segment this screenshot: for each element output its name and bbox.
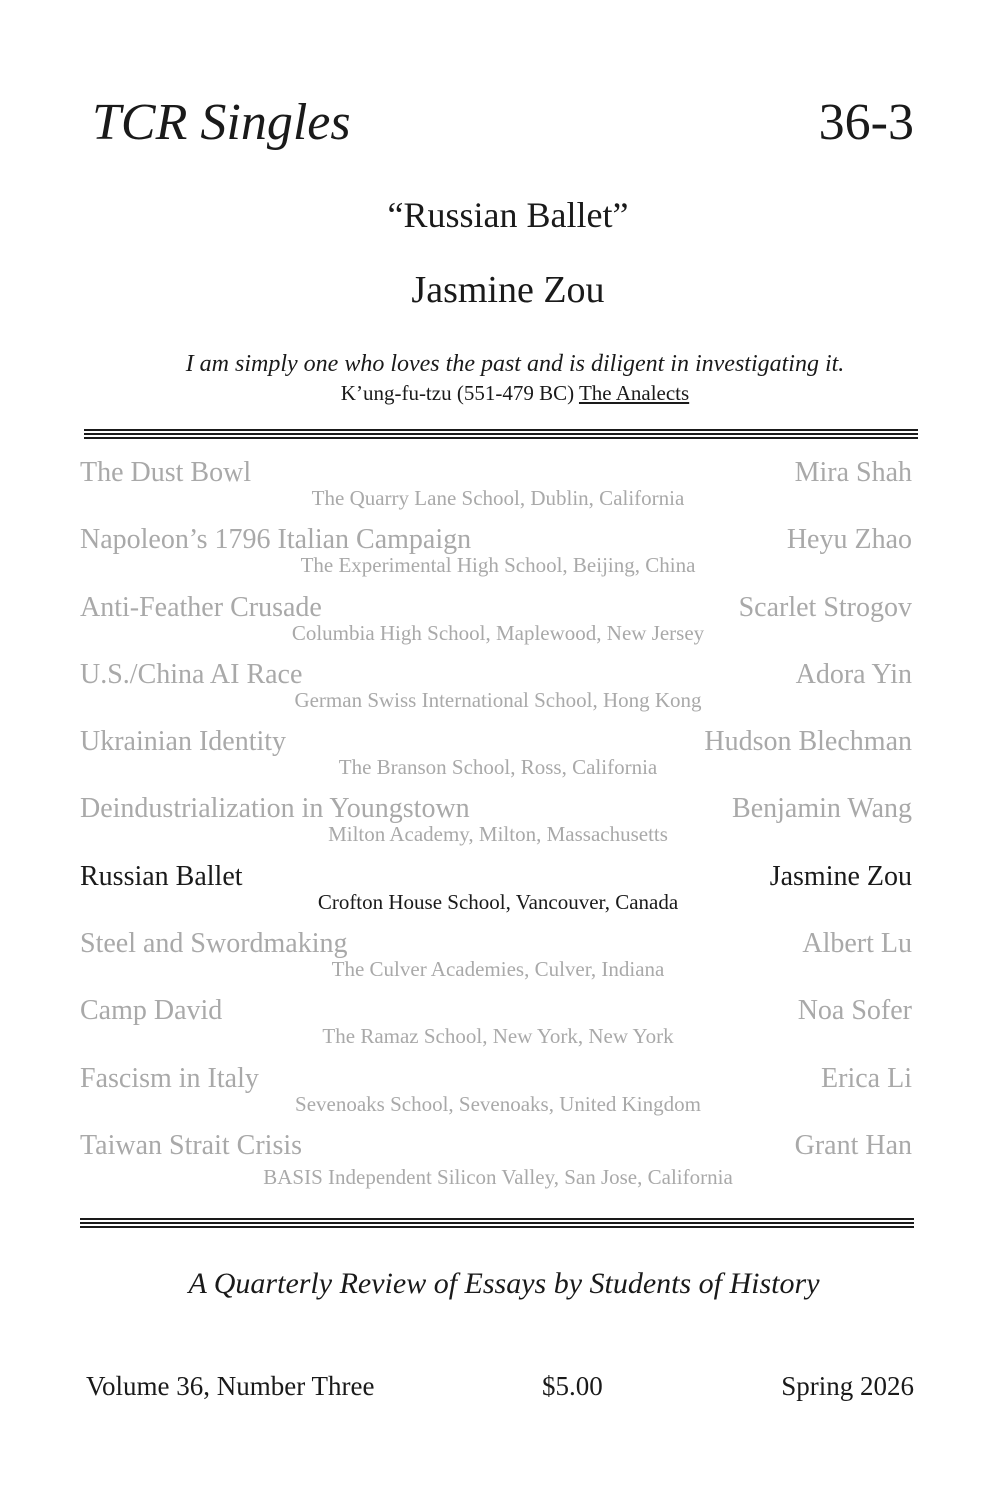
contents-entry-current <box>80 859 912 926</box>
series-title: TCR Singles <box>92 94 351 151</box>
entry-author: Scarlet Strogov <box>738 591 912 623</box>
epigraph-quote: I am simply one who loves the past and is diligent in investigating it. <box>185 351 845 377</box>
contents-entry <box>80 590 912 657</box>
entry-school: BASIS Independent Silicon Valley, San Jose, California <box>263 1164 733 1189</box>
entry-author: Benjamin Wang <box>732 793 912 825</box>
epigraph-book: The Analects <box>578 381 690 405</box>
epigraph <box>0 349 1000 407</box>
contents-entry <box>80 993 912 1060</box>
contents-entry <box>80 791 912 858</box>
bottom-divider <box>80 1218 914 1228</box>
entry-author: Jasmine Zou <box>769 860 912 892</box>
entry-school: Columbia High School, Maplewood, New Jersey <box>291 620 705 645</box>
entry-school: Crofton House School, Vancouver, Canada <box>317 889 679 914</box>
cover-footer <box>86 1368 914 1404</box>
entry-title: Ukrainian Identity <box>80 726 287 758</box>
entry-author: Heyu Zhao <box>786 524 912 556</box>
top-divider <box>84 429 918 439</box>
issue-number: 36-3 <box>818 94 914 151</box>
journal-subtitle: A Quarterly Review of Essays by Students of History <box>188 1267 820 1300</box>
entry-school: Milton Academy, Milton, Massachusetts <box>328 822 668 847</box>
entry-author: Noa Sofer <box>797 995 912 1027</box>
contents-entry <box>80 522 912 589</box>
volume-info: Volume 36, Number Three <box>86 1371 375 1401</box>
epigraph-source: K’ung-fu-tzu (551-479 BC) <box>340 381 575 405</box>
entry-school: The Branson School, Ross, California <box>338 755 658 780</box>
entry-title: Anti-Feather Crusade <box>80 591 322 623</box>
entry-title: Camp David <box>80 995 223 1027</box>
contents-entry <box>80 455 912 522</box>
entry-author: Adora Yin <box>795 658 912 690</box>
entry-school: The Quarry Lane School, Dublin, California <box>311 486 685 510</box>
contents-entry <box>80 1128 912 1195</box>
contents-entry <box>80 926 912 993</box>
entry-school: Sevenoaks School, Sevenoaks, United Kingdom <box>295 1091 701 1116</box>
price: $5.00 <box>542 1371 603 1401</box>
entry-title: Steel and Swordmaking <box>80 928 348 960</box>
entry-school: German Swiss International School, Hong Kong <box>294 687 702 712</box>
entry-title: The Dust Bowl <box>80 457 252 488</box>
season-info: Spring 2026 <box>781 1371 914 1401</box>
contents-entry <box>80 657 912 724</box>
entry-author: Mira Shah <box>794 457 912 488</box>
essay-author: Jasmine Zou <box>411 269 605 311</box>
contents-entry <box>80 1061 912 1128</box>
entry-author: Erica Li <box>821 1062 912 1094</box>
entry-school: The Culver Academies, Culver, Indiana <box>331 957 665 982</box>
contents-entry <box>80 724 912 791</box>
table-of-contents <box>80 455 912 1195</box>
epigraph-attribution <box>30 379 1000 407</box>
entry-title: Fascism in Italy <box>80 1062 259 1094</box>
entry-author: Hudson Blechman <box>704 726 912 758</box>
entry-title: Taiwan Strait Crisis <box>80 1129 303 1161</box>
entry-title: Deindustrialization in Youngstown <box>80 793 470 825</box>
entry-title: Russian Ballet <box>80 860 243 892</box>
cover-header <box>92 92 914 162</box>
entry-author: Albert Lu <box>802 928 912 960</box>
entry-author: Grant Han <box>794 1129 912 1161</box>
entry-school: The Ramaz School, New York, New York <box>322 1024 674 1049</box>
entry-title: Napoleon’s 1796 Italian Campaign <box>80 524 472 556</box>
essay-title: “Russian Ballet” <box>387 195 629 235</box>
entry-title: U.S./China AI Race <box>80 658 303 690</box>
entry-school: The Experimental High School, Beijing, China <box>300 553 696 578</box>
